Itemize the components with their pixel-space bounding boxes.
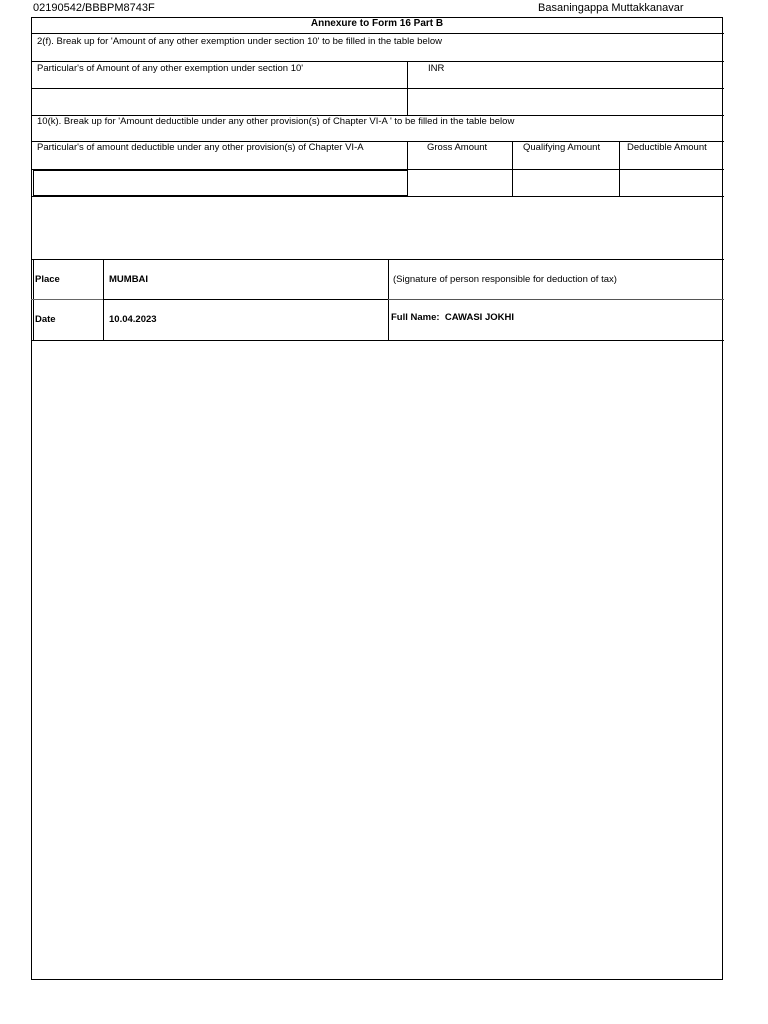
divider xyxy=(31,88,724,89)
section-2f-particulars-header: Particular's of Amount of any other exemption under section 10' xyxy=(37,63,304,74)
divider xyxy=(31,259,724,260)
row-divider xyxy=(31,299,103,300)
section-10k-gross-header: Gross Amount xyxy=(427,142,488,153)
divider xyxy=(31,33,724,34)
full-name-label: Full Name: xyxy=(391,312,440,323)
date-value: 10.04.2023 xyxy=(109,314,157,325)
date-label: Date xyxy=(35,314,56,325)
divider xyxy=(31,340,724,341)
row-divider xyxy=(103,299,389,300)
employee-name: Basaningappa Muttakkanavar xyxy=(538,2,684,14)
section-2f-heading: 2(f). Break up for 'Amount of any other exemption under section 10' to be filled in the table below xyxy=(37,36,442,47)
annexure-title: Annexure to Form 16 Part B xyxy=(310,18,444,29)
section-10k-deductible-header: Deductible Amount xyxy=(627,142,707,153)
section-10k-qualifying-header: Qualifying Amount xyxy=(523,142,601,153)
divider xyxy=(31,61,724,62)
column-divider xyxy=(619,141,620,196)
section-2f-inr-header: INR xyxy=(428,63,445,74)
section-10k-heading: 10(k). Break up for 'Amount deductible under any other provision(s) of Chapter VI-A ' to be filled in the table below xyxy=(37,116,515,127)
tan-pan-number: 02190542/BBBPM8743F xyxy=(33,2,155,14)
place-label: Place xyxy=(35,274,60,285)
signature-note: (Signature of person responsible for deduction of tax) xyxy=(393,274,617,285)
column-divider xyxy=(407,61,408,115)
row-divider xyxy=(388,299,724,300)
full-name-value: CAWASI JOKHI xyxy=(444,312,514,323)
section-10k-particulars-header: Particular's of amount deductible under any other provision(s) of Chapter VI-A xyxy=(37,142,364,153)
column-divider xyxy=(512,141,513,196)
empty-particulars-cell xyxy=(33,170,408,196)
divider xyxy=(31,196,724,197)
full-name-field xyxy=(391,312,514,323)
place-value: MUMBAI xyxy=(109,274,149,285)
